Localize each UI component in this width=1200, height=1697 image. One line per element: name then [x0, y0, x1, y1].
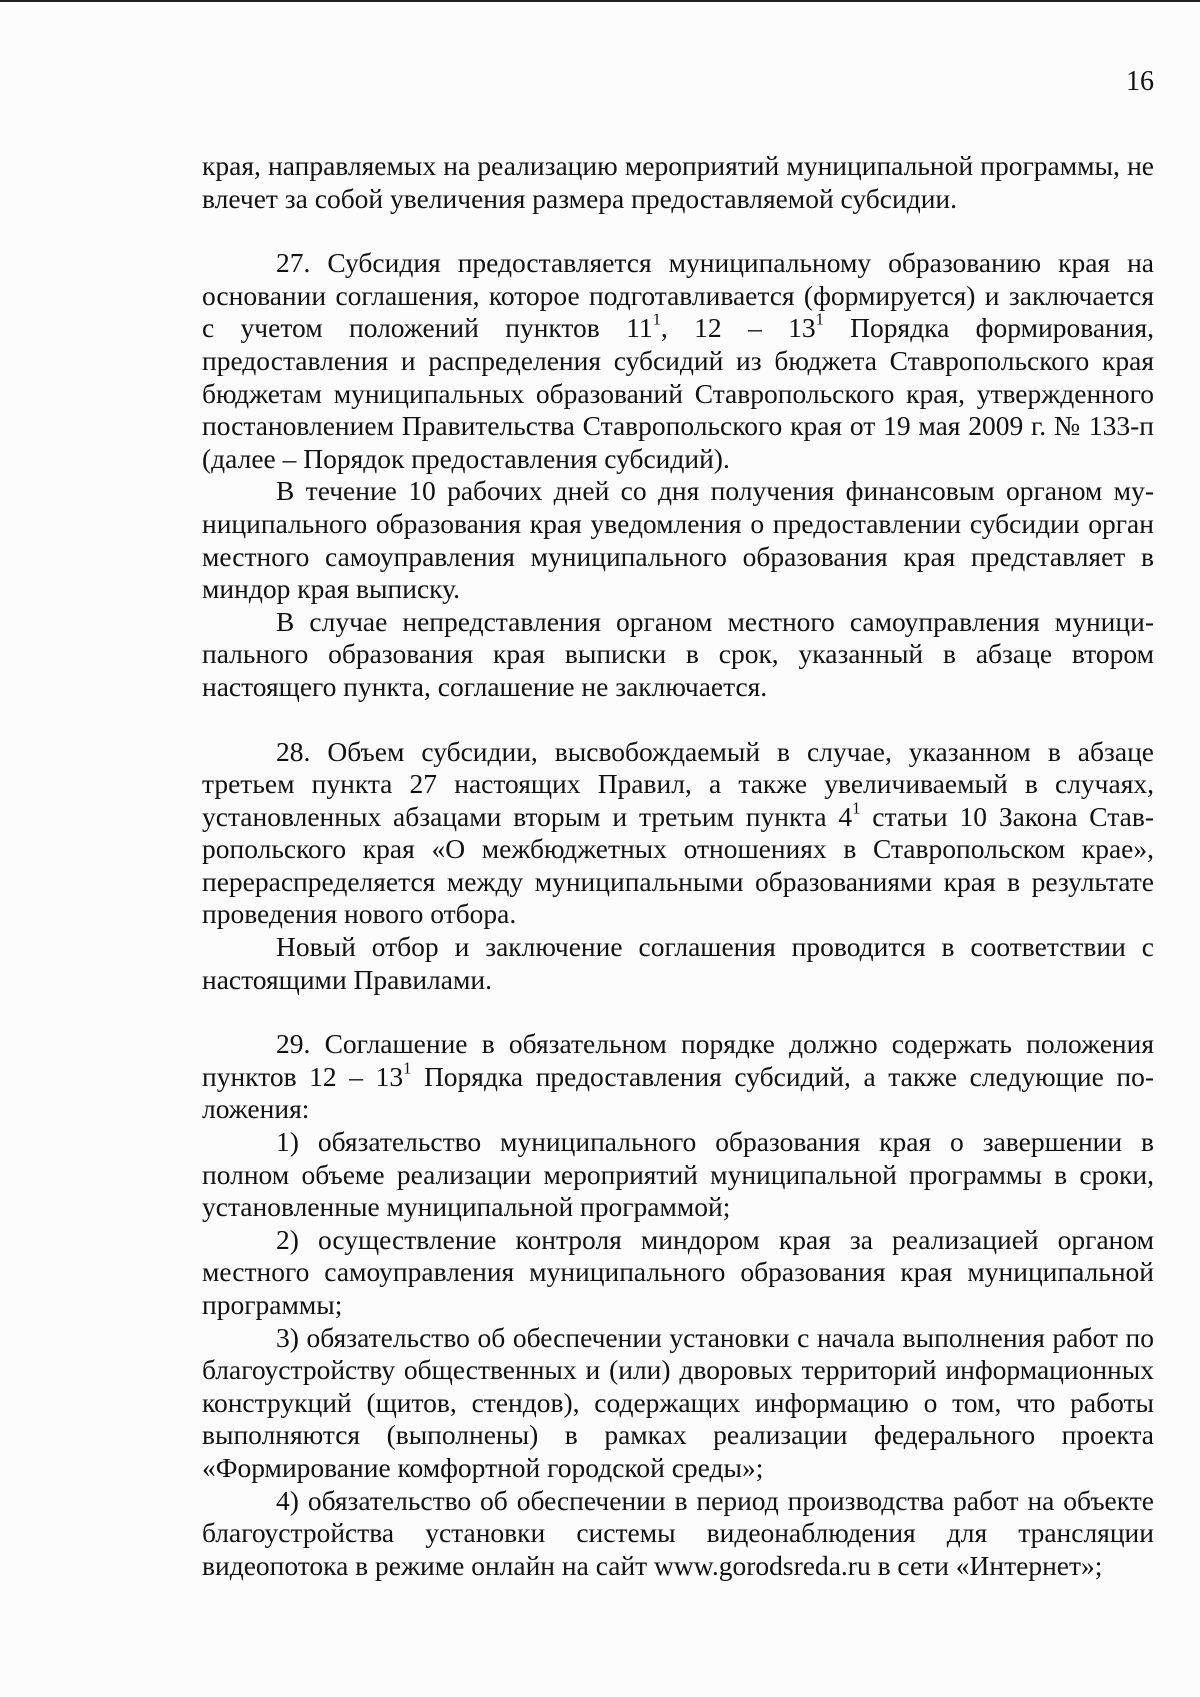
- paragraph-27: 27. Субсидия предоставляется муниципальному образованию края на основании соглашения, которое подготавливается (формируется) и заключается с учетом положений пунктов $11^1$, $12 - 13^1$ Порядка формирования, предоставления и распределения субсидий из бюджета Ставропольского края бюджетам муниципальных образований Ставропольского края, утвержденного постановлением Правительства Ставропольского края от 19 мая 2009 г. № 133-п (далее – Порядок предоставления субсидий).: [202, 247, 1154, 474]
- superscript-one: 1: [403, 1058, 412, 1078]
- paragraph-27-abz3: В случае непредставления органом местного самоуправления муниципального образования края выписки в срок, указанный в абзаце втором настоящего пункта, соглашение не заключается.: [202, 605, 1154, 702]
- document-body: [202, 150, 1154, 1582]
- page-number: 16: [1126, 66, 1154, 97]
- superscript-one: 1: [652, 310, 661, 329]
- list-item-2: 2) осуществление контроля миндором края за реализацией органом местного самоуправления муниципального образования края муниципальной программы;: [202, 1223, 1154, 1320]
- superscript-one: 1: [852, 798, 861, 818]
- paragraph-28: 28. Объем субсидии, высвобождаемый в случае, указанном в абзаце третьем пункта 27 настоящих Правил, а также увеличиваемый в случаях, установленных абзацами вторым и третьим пункта $4^1$ статьи 10 Закона Ставропольского края «О межбюджетных отношениях в Ставропольском крае», перераспределяется между муниципальными образованиями края в результате проведения нового отбора.: [202, 735, 1154, 930]
- paragraph-29: 29. Соглашение в обязательном порядке должно содержать положения пунктов $12 - 13^1$ Порядка предоставления субсидий, а также следующие положения:: [202, 1028, 1155, 1125]
- list-item-1: 1) обязательство муниципального образования края о завершении в полном объеме реализации мероприятий муниципальной программы в сроки, установленные муниципальной программой;: [202, 1126, 1154, 1223]
- paragraph-28-abz2: Новый отбор и заключение соглашения проводится в соответствии с настоящими Правилами.: [202, 931, 1154, 995]
- list-item-4: 4) обязательство об обеспечении в период производства работ на объекте благоустройства установки системы видеонаблюдения для трансляции видеопотока в режиме онлайн на сайт www.gorodsreda.ru в сети «Интернет»;: [202, 1484, 1154, 1581]
- superscript-one: 1: [815, 310, 824, 329]
- paragraph-27-abz2: В течение 10 рабочих дней со дня получения финансовым органом муниципального образования края уведомления о предоставлении субсидии орган местного самоуправления муниципального образования края представляет в миндор края выписку.: [202, 475, 1154, 605]
- list-item-3: 3) обязательство об обеспечении установки с начала выполнения работ по благоустройству общественных и (или) дворовых территорий информационных конструкций (щитов, стендов), содержащих информацию о том, что работы выполняются (выполнены) в рамках реализации федерального проекта «Формирование комфортной городской среды»;: [202, 1321, 1154, 1483]
- paragraph-continuation: края, направляемых на реализацию мероприятий муниципальной программы, не влечет за собой увеличения размера предоставляемой субсидии.: [202, 150, 1154, 214]
- top-rule: [0, 0, 1200, 2]
